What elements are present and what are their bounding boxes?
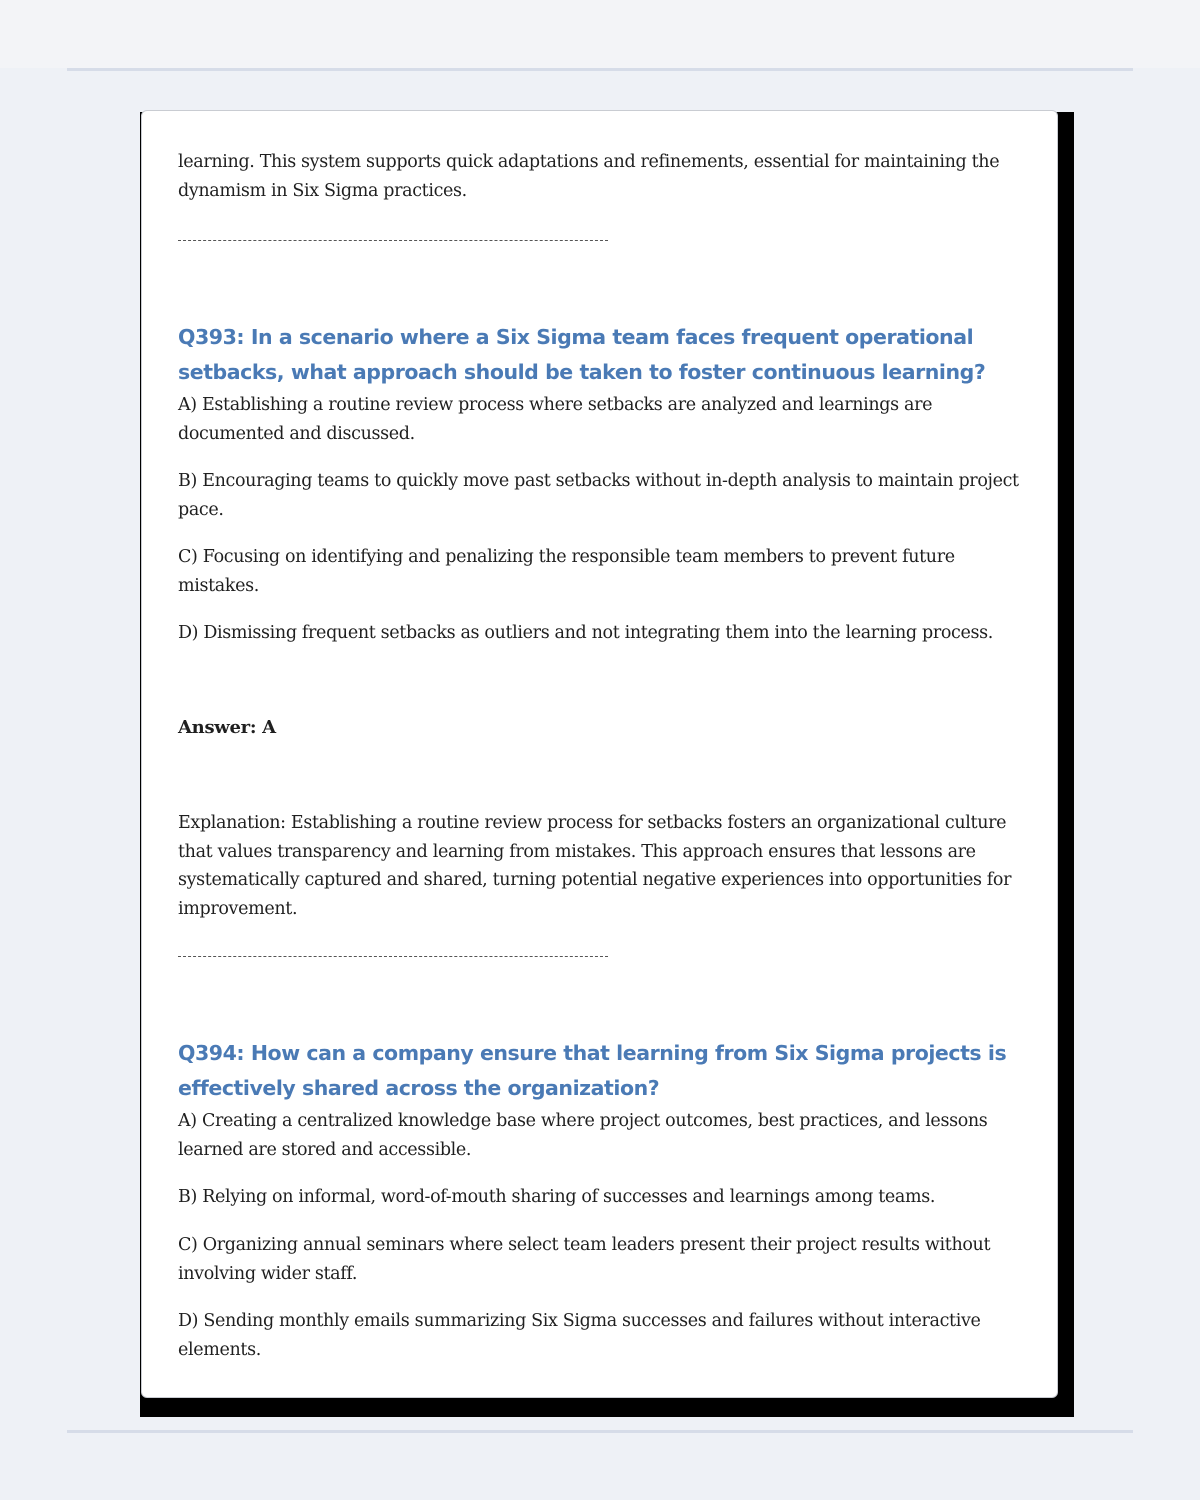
top-divider [67,68,1133,71]
bottom-divider [67,1430,1133,1433]
q394-option-a: A) Creating a centralized knowledge base where project outcomes, best practices, and lessons learned are stored and accessible. [178,1111,988,1160]
q393-option-d: D) Dismissing frequent setbacks as outliers and not integrating them into the learning process. [178,623,993,643]
document-page [141,110,1058,1398]
q394-option-d: D) Sending monthly emails summarizing Six Sigma successes and failures without interactive elements. [178,1311,981,1360]
separator-line [178,240,608,241]
q393-option-c: C) Focusing on identifying and penalizing the responsible team members to prevent future mistakes. [178,547,955,596]
q393-option-a: A) Establishing a routine review process where setbacks are analyzed and learnings are documented and discussed. [178,395,933,444]
q393-answer: Answer: A [178,717,276,738]
q393-question: Q393: In a scenario where a Six Sigma team faces frequent operational setbacks, what approach should be taken to foster continuous learning? [178,325,986,384]
intro-paragraph: learning. This system supports quick adaptations and refinements, essential for maintaining the dynamism in Six Sigma practices. [178,152,1000,201]
separator-line [178,956,608,957]
q394-question: Q394: How can a company ensure that learning from Six Sigma projects is effectively shared across the organization? [178,1041,1007,1100]
q393-explanation: Explanation: Establishing a routine review process for setbacks fosters an organizational culture that values transparency and learning from mistakes. This approach ensures that lessons are systematically captured and shared, turning potential negative experiences into opportunities for improvement. [178,813,1012,919]
top-band [0,0,1200,68]
q394-option-b: B) Relying on informal, word-of-mouth sharing of successes and learnings among teams. [178,1187,936,1207]
q393-option-b: B) Encouraging teams to quickly move past setbacks without in-depth analysis to maintain project pace. [178,471,1019,520]
q394-option-c: C) Organizing annual seminars where select team leaders present their project results without involving wider staff. [178,1235,991,1284]
